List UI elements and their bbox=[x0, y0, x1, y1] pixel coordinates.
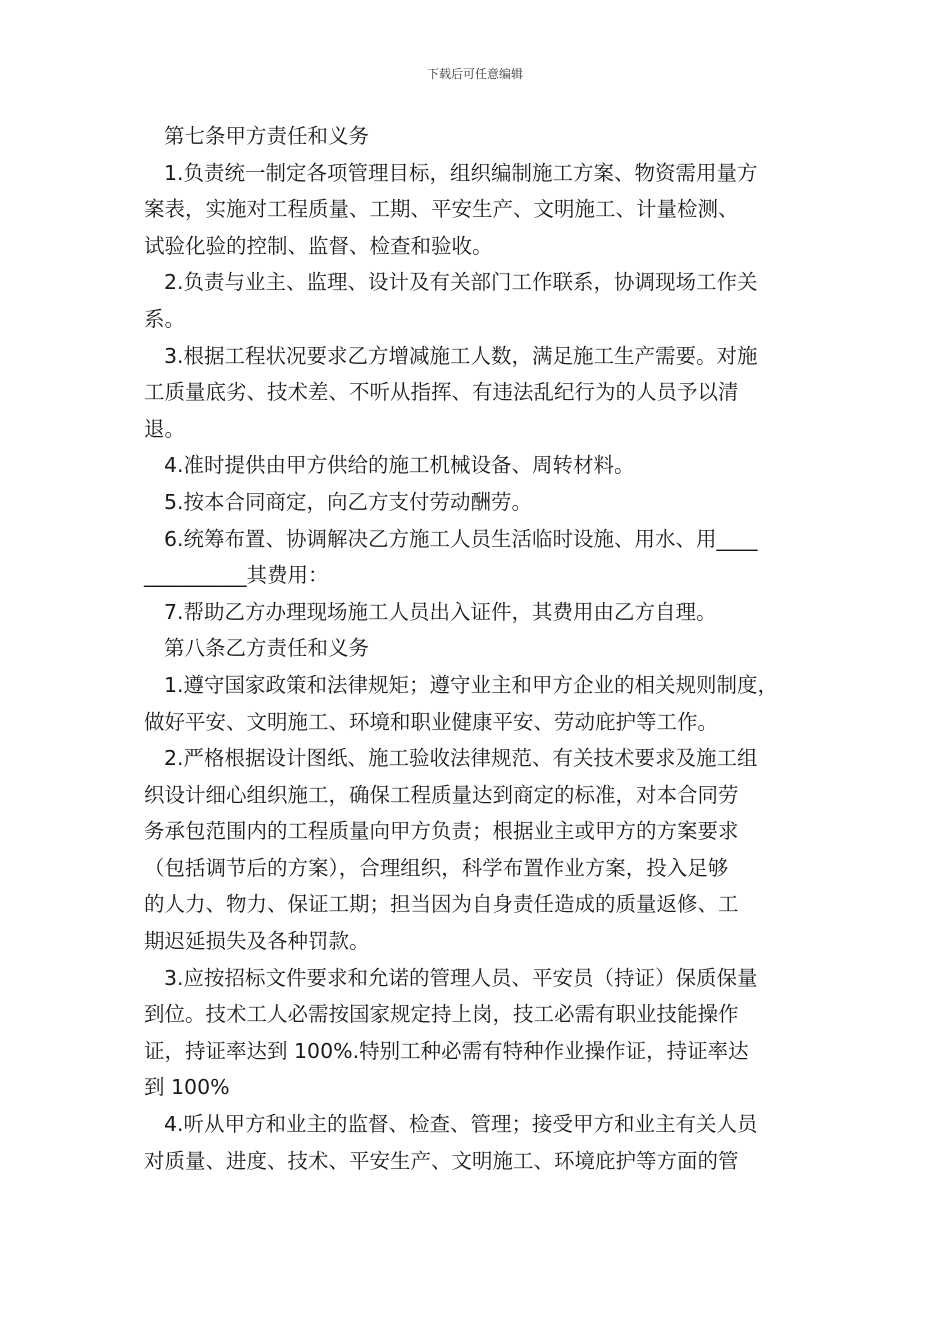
page-header: 下载后可任意编辑 bbox=[426, 67, 523, 81]
paragraph-line: 务承包范围内的工程质量向甲方负责；根据业主或甲方的方案要求 bbox=[144, 819, 739, 844]
paragraph-line: 工质量底劣、技术差、不听从指挥、有违法乱纪行为的人员予以清 bbox=[144, 380, 739, 405]
paragraph-line: 织设计细心组织施工，确保工程质量达到商定的标准，对本合同劳 bbox=[144, 782, 739, 807]
paragraph-line: 案表，实施对工程质量、工期、平安生产、文明施工、计量检测、 bbox=[144, 197, 739, 222]
paragraph-line: 1.遵守国家政策和法律规矩；遵守业主和甲方企业的相关规则制度， bbox=[164, 672, 779, 697]
paragraph-line: 对质量、进度、技术、平安生产、文明施工、环境庇护等方面的管 bbox=[144, 1148, 739, 1173]
paragraph-line: 5.按本合同商定，向乙方支付劳动酬劳。 bbox=[164, 489, 533, 514]
paragraph-line: 到位。技术工人必需按国家规定持上岗，技工必需有职业技能操作 bbox=[144, 1002, 739, 1027]
paragraph-line: 3.应按招标文件要求和允诺的管理人员、平安员（持证）保质保量 bbox=[164, 965, 758, 990]
paragraph-line: 期迟延损失及各种罚款。 bbox=[144, 929, 370, 954]
paragraph-line: __________其费用： bbox=[144, 563, 329, 588]
paragraph-line: 试验化验的控制、监督、检查和验收。 bbox=[144, 233, 493, 258]
paragraph-line: 4.准时提供由甲方供给的施工机械设备、周转材料。 bbox=[164, 453, 635, 478]
paragraph-line: 做好平安、文明施工、环境和职业健康平安、劳动庇护等工作。 bbox=[144, 709, 718, 734]
paragraph-line: 2.严格根据设计图纸、施工验收法律规范、有关技术要求及施工组 bbox=[164, 746, 758, 771]
paragraph-line: 4.听从甲方和业主的监督、检查、管理；接受甲方和业主有关人员 bbox=[164, 1112, 758, 1137]
paragraph-line: 退。 bbox=[144, 416, 185, 441]
paragraph-line: 1.负责统一制定各项管理目标，组织编制施工方案、物资需用量方 bbox=[164, 160, 758, 185]
paragraph-line: 7.帮助乙方办理现场施工人员出入证件，其费用由乙方自理。 bbox=[164, 599, 717, 624]
paragraph-line: 证，持证率达到 100%.特别工种必需有特种作业操作证，持证率达 bbox=[144, 1038, 749, 1063]
document-body bbox=[144, 118, 814, 1179]
paragraph-line: 的人力、物力、保证工期；担当因为自身责任造成的质量返修、工 bbox=[144, 892, 739, 917]
paragraph-line: 6.统筹布置、协调解决乙方施工人员生活临时设施、用水、用____ bbox=[164, 526, 758, 551]
paragraph-line: 2.负责与业主、监理、设计及有关部门工作联系，协调现场工作关 bbox=[164, 270, 758, 295]
section-heading-article-7: 第七条甲方责任和义务 bbox=[164, 124, 369, 148]
paragraph-line: 3.根据工程状况要求乙方增减施工人数，满足施工生产需要。对施 bbox=[164, 343, 758, 368]
paragraph-line: 系。 bbox=[144, 306, 185, 331]
paragraph-line: 到 100% bbox=[144, 1075, 230, 1100]
paragraph-line: （包括调节后的方案），合理组织，科学布置作业方案，投入足够 bbox=[144, 855, 729, 880]
section-heading-article-8: 第八条乙方责任和义务 bbox=[164, 636, 369, 661]
